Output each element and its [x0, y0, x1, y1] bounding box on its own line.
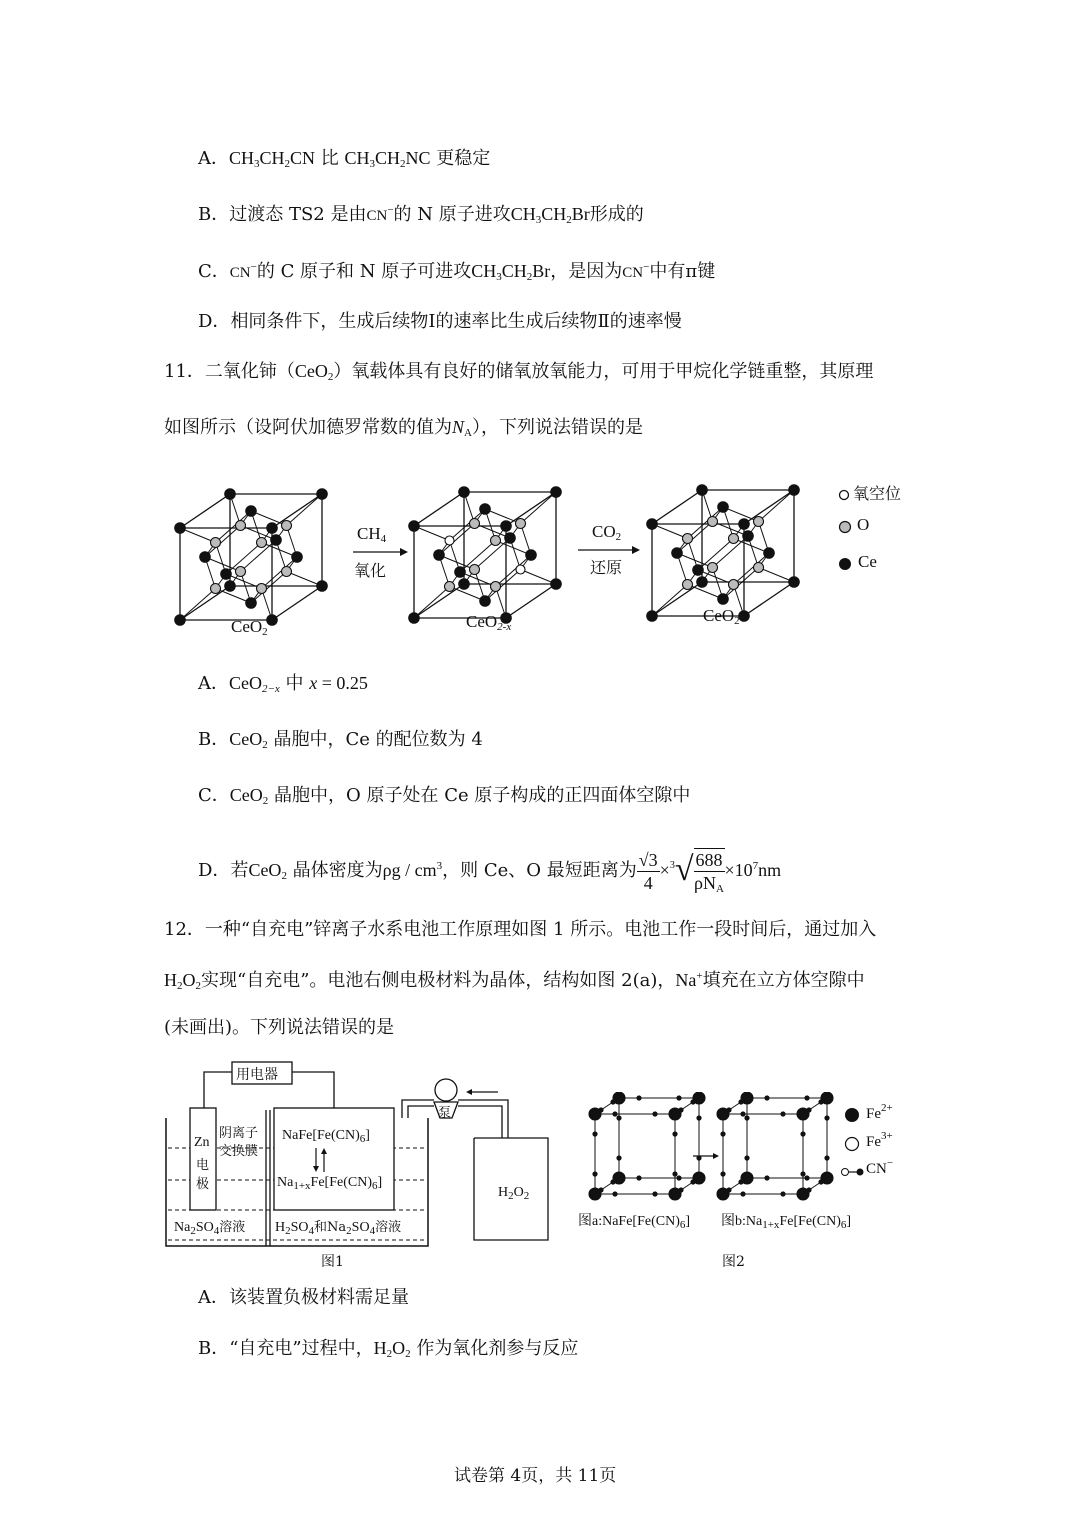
cn-dot	[744, 1155, 749, 1160]
fe2-ion	[797, 1108, 809, 1120]
ce-atom	[408, 520, 420, 532]
legend-fe2: $Fe^{2+}$	[866, 1102, 893, 1122]
ce-atom	[788, 576, 800, 588]
cell-edge	[506, 584, 556, 618]
o-atom	[491, 536, 501, 546]
fe2-ion	[717, 1188, 729, 1200]
o-atom	[445, 582, 455, 592]
ce-atom	[717, 593, 729, 605]
ce-atom	[692, 564, 704, 576]
ce-atom	[550, 578, 562, 590]
fe2-ion	[669, 1188, 681, 1200]
ce-atom	[525, 549, 537, 561]
bond	[521, 492, 557, 524]
cn-dot	[672, 1131, 677, 1136]
o-atom	[729, 534, 739, 544]
ce-atom	[788, 484, 800, 496]
bond	[414, 587, 450, 619]
fe2-ion	[693, 1092, 705, 1104]
membrane-label-2: 交换膜	[219, 1144, 259, 1159]
fe2-ion	[669, 1108, 681, 1120]
cn-dot	[652, 1191, 657, 1196]
o-atom	[211, 538, 221, 548]
legend-fe2-icon	[844, 1107, 860, 1123]
legend-o-icon	[838, 520, 852, 534]
fe2-ion	[717, 1108, 729, 1120]
legend-ce-icon	[838, 557, 852, 571]
ce-atom	[550, 486, 562, 498]
legend-cn: CN−	[866, 1157, 894, 1177]
ce-atom	[270, 534, 282, 546]
page-footer: 试卷第 4页，共 11页	[454, 1466, 617, 1486]
figure2b-caption: 图$b:Na_{1+x}Fe[Fe(CN)_6]$	[721, 1214, 852, 1231]
arrow1-label-top: $CH_4$	[357, 524, 387, 545]
cell-edge	[414, 492, 464, 526]
cn-dot	[592, 1131, 597, 1136]
ce-atom	[266, 522, 278, 534]
figure1-caption: 图1	[321, 1254, 344, 1270]
fraction-sqrt3-over-4: $\frac{√3}{4}$	[638, 849, 658, 893]
left-solution-label: $Na_2SO_4$溶液	[174, 1220, 246, 1237]
o-atom	[683, 580, 693, 590]
legend-o: O	[857, 515, 870, 534]
bond	[759, 490, 795, 522]
ce-atom	[479, 595, 491, 607]
o-atom	[754, 563, 764, 573]
legend-ce: Ce	[858, 552, 877, 571]
q12-stem-line3: (未画出)。下列说法错误的是	[164, 1017, 395, 1038]
cn-dot	[780, 1111, 785, 1116]
fe2-ion	[821, 1092, 833, 1104]
arrow-head	[713, 1153, 719, 1159]
cell-edge	[272, 586, 322, 620]
right-solution-label: $H_2SO_4$和$Na_2SO_4$溶液	[275, 1220, 402, 1237]
o-atom	[708, 517, 718, 527]
o-atom	[516, 519, 526, 529]
ce-atom	[224, 488, 236, 500]
ce-atom	[646, 518, 658, 530]
cn-dot	[764, 1095, 769, 1100]
legend-cn-icon	[840, 1166, 866, 1178]
cell3-caption: CeO$_2$	[703, 606, 740, 627]
legend-fe3: $Fe^{3+}$	[866, 1130, 893, 1150]
pump-label: 泵	[438, 1106, 452, 1121]
o-atom	[729, 580, 739, 590]
q10-option-a: A．$CH_3CH_2CN$ 比 $CH_3CH_2NC$ 更稳定	[198, 148, 491, 170]
cn-dot	[612, 1191, 617, 1196]
ce-atom	[479, 503, 491, 515]
ce-atom	[316, 580, 328, 592]
q12-option-a: A．该装置负极材料需足量	[198, 1287, 409, 1308]
legend-oxygen-vacancy: 氧空位	[853, 484, 902, 503]
figure2-caption: 图2	[722, 1254, 745, 1270]
ce-atom	[696, 576, 708, 588]
q11-stem-line2: 如图所示（设阿伏加德罗常数的值为$N_A$），下列说法错误的是	[164, 417, 643, 439]
fe2-ion	[589, 1108, 601, 1120]
cell2-caption: CeO$_{2-x}$	[466, 612, 512, 633]
cell1-caption: CeO$_2$	[231, 617, 268, 638]
cn-dot	[744, 1115, 749, 1120]
cn-dot	[652, 1111, 657, 1116]
cn-dot	[616, 1155, 621, 1160]
cn-dot	[696, 1115, 701, 1120]
cn-dot	[592, 1171, 597, 1176]
q11-option-c: C．CeO$_2$ 晶胞中，O 原子处在 Ce 原子构成的正四面体空隙中	[198, 785, 691, 807]
cn-dot	[804, 1095, 809, 1100]
cn-dot	[720, 1131, 725, 1136]
arrow2-label-top: $CO_2$	[592, 522, 622, 543]
cell-edge	[744, 582, 794, 616]
ce-atom	[738, 518, 750, 530]
o-atom	[211, 584, 221, 594]
bond	[180, 589, 216, 621]
ce-atom	[220, 568, 232, 580]
ce-atom	[696, 484, 708, 496]
cell-edge	[652, 490, 702, 524]
ce-atom	[500, 520, 512, 532]
ce-atom	[646, 610, 658, 622]
cn-dot	[720, 1171, 725, 1176]
ce-atom	[291, 551, 303, 563]
q11-option-b: B．CeO$_2$ 晶胞中，Ce 的配位数为 4	[198, 729, 483, 751]
ce-atom	[671, 547, 683, 559]
ce-atom	[454, 566, 466, 578]
zn-electrode-label-1: Zn	[194, 1135, 210, 1150]
bond	[287, 494, 323, 526]
o-atom	[470, 565, 480, 575]
q11-option-a: A．CeO$_{2-x}$ 中 x = 0.25	[198, 673, 368, 695]
ce-atom	[174, 614, 186, 626]
electrode-top-formula: $NaFe[Fe(CN)_6]$	[282, 1128, 370, 1145]
ce-atom	[433, 549, 445, 561]
o-atom	[257, 584, 267, 594]
cn-dot	[740, 1111, 745, 1116]
arrow1-label-bottom: 氧化	[354, 561, 387, 580]
o-atom	[708, 563, 718, 573]
legend-oxygen-vacancy-icon	[838, 489, 850, 501]
ce-atom	[763, 547, 775, 559]
cn-dot	[636, 1175, 641, 1180]
ce-atom	[742, 530, 754, 542]
cn-dot	[740, 1191, 745, 1196]
h2o2-tank-label: $H_2O_2$	[498, 1185, 530, 1202]
cn-dot	[780, 1191, 785, 1196]
o-atom	[470, 519, 480, 529]
ce-atom	[174, 522, 186, 534]
bond	[439, 524, 475, 556]
q10-option-d: D．相同条件下，生成后续物Ⅰ的速率比生成后续物Ⅱ的速率慢	[198, 311, 682, 332]
q10-option-b: B．过渡态 TS2 是由CN−的 N 原子进攻$CH_3CH_2Br$形成的	[198, 204, 644, 226]
bond	[496, 555, 532, 587]
ce-atom	[224, 580, 236, 592]
o-atom	[236, 567, 246, 577]
q11-stem-line1: 11．二氧化铈（CeO$_2$）氧载体具有良好的储氧放氧能力，可用于甲烷化学链重整，其原理	[164, 361, 874, 383]
prussian-blue-figure	[585, 1092, 835, 1207]
cell-edge	[180, 494, 230, 528]
arrow-head	[632, 546, 640, 554]
cn-dot	[672, 1171, 677, 1176]
ce-atom	[408, 612, 420, 624]
cn-dot	[824, 1155, 829, 1160]
q11-option-d: D．若CeO$_2$ 晶体密度为ρg / $cm^3$，则 Ce、O 最短距离为 $\frac{√3}{4}$ ×$^3$√ $\frac{688}{\rho N_A}$ $\times 10^7nm$	[198, 849, 782, 895]
ce-atom	[738, 610, 750, 622]
oxygen-vacancy	[445, 536, 454, 545]
membrane-label-1: 阴离子	[219, 1126, 259, 1141]
o-atom	[683, 534, 693, 544]
fraction-688-over-rhoNA: $\frac{688}{\rho N_A}$	[694, 850, 724, 895]
ce-atom	[199, 551, 211, 563]
electrode-bottom-formula: $Na_{1+x}Fe[Fe(CN)_6]$	[277, 1175, 383, 1192]
o-atom	[754, 517, 764, 527]
cn-dot	[676, 1175, 681, 1180]
cn-dot	[612, 1111, 617, 1116]
arrow2-label-bottom: 还原	[590, 558, 623, 577]
fe2-ion	[693, 1172, 705, 1184]
legend-fe3-icon	[844, 1136, 860, 1152]
ce-atom	[458, 578, 470, 590]
device-label: 用电器	[236, 1067, 278, 1083]
oxygen-vacancy	[516, 565, 525, 574]
zn-electrode-label-3: 极	[196, 1177, 210, 1192]
cn-dot	[764, 1175, 769, 1180]
q12-option-b: B．“自充电”过程中，$H_2O_2$ 作为氧化剂参与反应	[198, 1338, 579, 1360]
ce-atom	[316, 488, 328, 500]
o-atom	[491, 582, 501, 592]
o-atom	[282, 567, 292, 577]
ce-atom	[245, 597, 257, 609]
cn-dot	[800, 1131, 805, 1136]
cn-dot	[824, 1115, 829, 1120]
ce-atom	[266, 614, 278, 626]
ceo2-crystal-figure	[170, 482, 910, 652]
fe2-ion	[613, 1172, 625, 1184]
ce-atom	[245, 505, 257, 517]
arrow-head	[400, 548, 408, 556]
fe2-ion	[741, 1092, 753, 1104]
fe2-ion	[613, 1092, 625, 1104]
o-atom	[236, 521, 246, 531]
ce-atom	[717, 501, 729, 513]
ce-atom	[504, 532, 516, 544]
cn-dot	[636, 1095, 641, 1100]
q12-stem-line2: $H_2O_2$实现“自充电”。电池右侧电极材料为晶体，结构如图 2(a)，Na+填充在立方体空隙中	[164, 970, 865, 992]
fe2-ion	[797, 1188, 809, 1200]
cn-dot	[800, 1171, 805, 1176]
figure2a-caption: 图$a:NaFe[Fe(CN)_6]$	[578, 1214, 691, 1231]
q10-option-c: C．CN−的 C 原子和 N 原子可进攻$CH_3CH_2Br$，是因为CN−中有π键	[198, 261, 716, 283]
o-atom	[282, 521, 292, 531]
fe2-ion	[741, 1172, 753, 1184]
zn-electrode-label-2: 电	[196, 1158, 210, 1173]
fe2-ion	[821, 1172, 833, 1184]
cn-dot	[804, 1175, 809, 1180]
q12-stem-line1: 12．一种“自充电”锌离子水系电池工作原理如图 1 所示。电池工作一段时间后，通过加入	[164, 919, 877, 940]
ce-atom	[458, 486, 470, 498]
cn-dot	[616, 1115, 621, 1120]
bond	[652, 585, 688, 617]
o-atom	[257, 538, 267, 548]
fe2-ion	[589, 1188, 601, 1200]
cn-dot	[676, 1095, 681, 1100]
